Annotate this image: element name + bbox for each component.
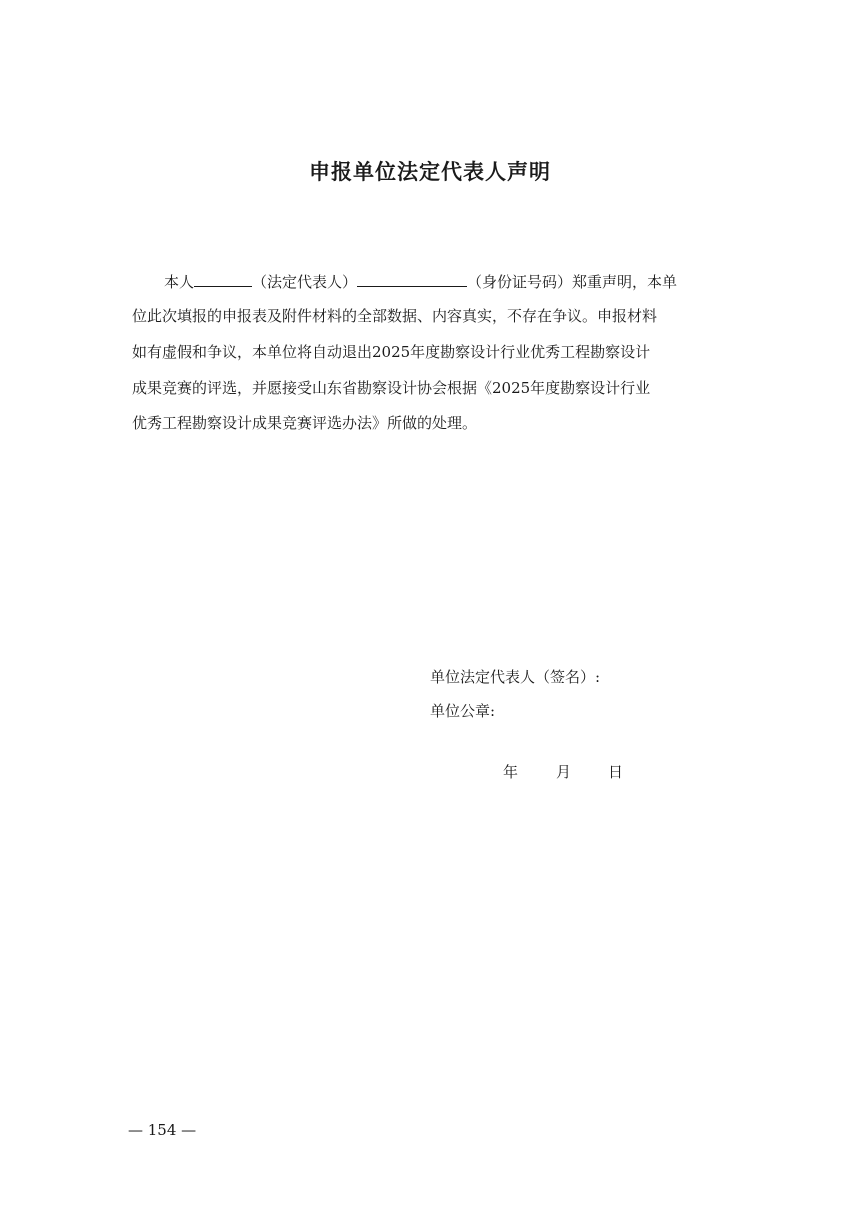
representative-name-blank[interactable] xyxy=(194,270,252,287)
date-month-label: 月 xyxy=(556,763,572,781)
date-year-label: 年 xyxy=(503,763,519,781)
declaration-line-5: 优秀工程勘察设计成果竞赛评选办法》所做的处理。 xyxy=(132,414,478,432)
declaration-line-3: 如有虚假和争议，本单位将自动退出2025年度勘察设计行业优秀工程勘察设计 xyxy=(132,343,651,361)
representative-signature-label: 单位法定代表人（签名）: xyxy=(430,668,601,686)
declaration-prefix: 本人 xyxy=(164,273,195,291)
representative-label: （法定代表人） xyxy=(252,273,358,291)
unit-seal-label: 单位公章: xyxy=(430,702,496,720)
declaration-line-2: 位此次填报的申报表及附件材料的全部数据、内容真实，不存在争议。申报材料 xyxy=(132,307,658,325)
id-number-blank[interactable] xyxy=(357,270,467,287)
id-number-label: （身份证号码）郑重声明，本单 xyxy=(467,273,678,291)
document-title: 申报单位法定代表人声明 xyxy=(309,160,551,184)
declaration-line-4: 成果竞赛的评选，并愿接受山东省勘察设计协会根据《2025年度勘察设计行业 xyxy=(132,379,651,397)
declaration-line-1 xyxy=(132,270,764,292)
page-number: — 154 — xyxy=(128,1121,197,1139)
date-day-label: 日 xyxy=(608,763,624,781)
